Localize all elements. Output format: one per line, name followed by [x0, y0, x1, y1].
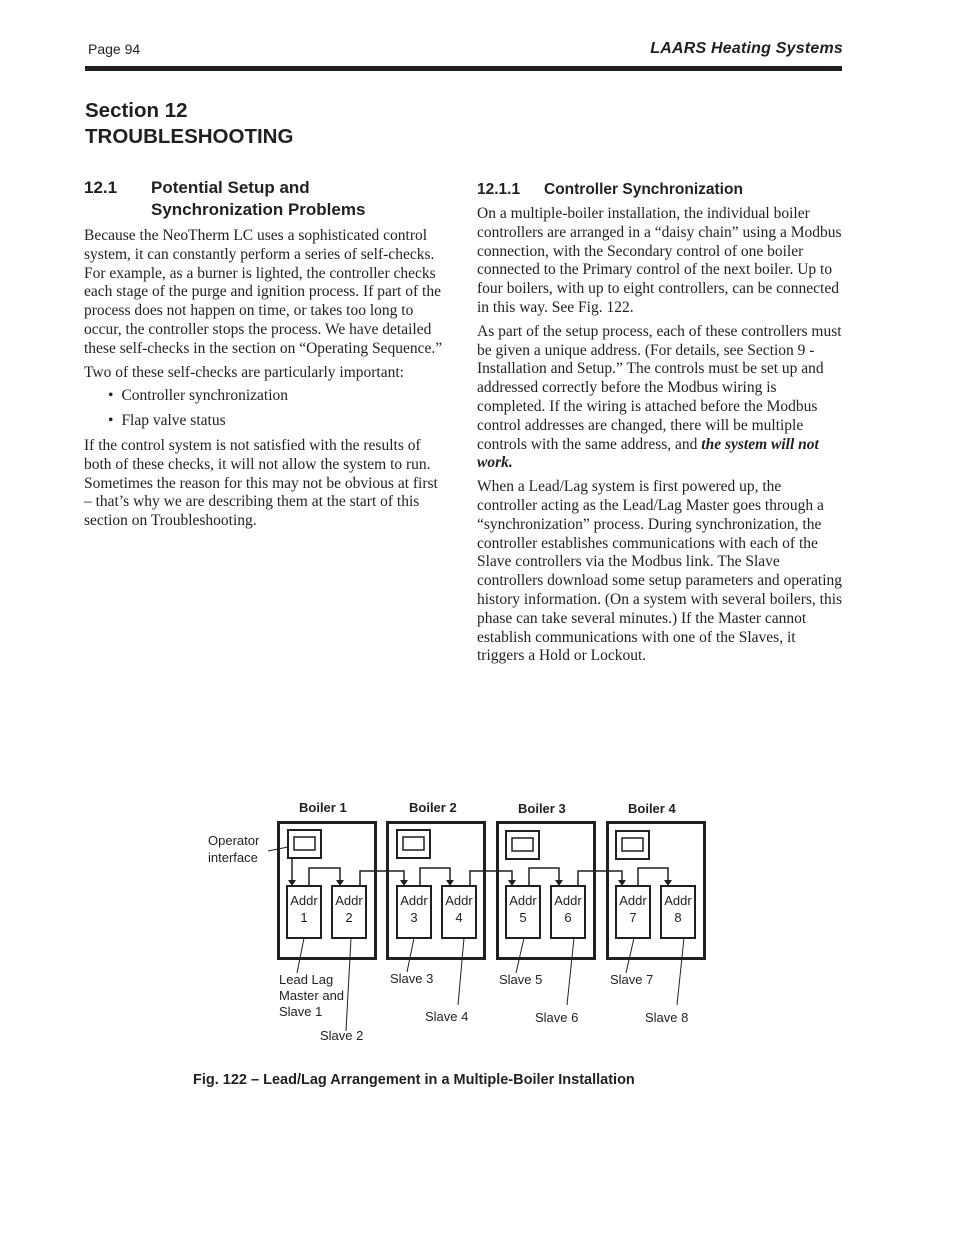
addr-label: Addr	[619, 893, 647, 908]
subsection-title-line1: Potential Setup and	[151, 178, 310, 197]
addr-number: 8	[674, 910, 682, 925]
addr-number: 2	[345, 910, 353, 925]
subsection-heading	[84, 177, 444, 221]
section-title	[85, 98, 293, 150]
addr-label: Addr	[664, 893, 692, 908]
slave-label: Slave 7	[610, 972, 654, 987]
boiler-label: Boiler 4	[628, 801, 676, 816]
addr-label: Addr	[445, 893, 473, 908]
addr-number: 1	[300, 910, 308, 925]
subsubsection-title: Controller Synchronization	[544, 181, 743, 198]
brand-name: LAARS Heating Systems	[650, 40, 843, 57]
callout-label: Lead Lag	[279, 972, 334, 987]
subsubsection-number: 12.1.1	[477, 181, 521, 198]
addr-label: Addr	[290, 893, 318, 908]
addr-number: 7	[629, 910, 637, 925]
slave-label: Slave 3	[390, 971, 434, 986]
modbus-wiring	[292, 858, 668, 886]
boiler-label: Boiler 3	[518, 801, 566, 816]
slave-label: Slave 4	[425, 1009, 469, 1024]
addr-label: Addr	[554, 893, 582, 908]
addr-number: 3	[410, 910, 418, 925]
right-column	[477, 179, 843, 671]
subsection-title-line2: Synchronization Problems	[151, 200, 366, 219]
slave-label: Slave 8	[645, 1010, 689, 1025]
emphasis-text: the system will not work.	[477, 435, 819, 472]
addr-number: 4	[455, 910, 463, 925]
subsection-number: 12.1	[84, 178, 118, 197]
display-icon	[506, 831, 539, 859]
callout-label: Operator	[208, 833, 260, 848]
boiler-label: Boiler 2	[409, 800, 457, 815]
list-item: • Controller synchronization	[124, 387, 444, 406]
list-item: • Flap valve status	[124, 412, 444, 431]
paragraph: Two of these self-checks are particularly important:	[84, 363, 404, 381]
header-rule	[85, 66, 842, 71]
bullet-list	[84, 387, 444, 431]
callout-label: Slave 1	[279, 1004, 323, 1019]
subsection-title	[151, 177, 365, 221]
addr-label: Addr	[335, 893, 363, 908]
subsubsection-heading	[477, 179, 843, 201]
slave-label: Slave 6	[535, 1010, 579, 1025]
slave-label: Slave 2	[320, 1028, 364, 1043]
display-icon	[616, 831, 649, 859]
section-name: TROUBLESHOOTING	[85, 125, 294, 148]
display-icon	[288, 830, 321, 858]
paragraph: If the control system is not satisfied with the results of both of these checks, it will not allow the system to run. Sometimes the reason for this may not be obvious at first – that’s why we are describing them at the start of this section on Troubleshooting.	[84, 436, 438, 530]
slave-label: Slave 5	[499, 972, 543, 987]
page-number: Page 94	[88, 41, 141, 57]
section-number: Section 12	[85, 99, 188, 122]
addr-label: Addr	[509, 893, 537, 908]
paragraph: When a Lead/Lag system is first powered up, the controller acting as the Lead/Lag Master goes through a “synchronization” process. During synchronization, the controller establishes communications with each of the Slave controllers via the Modbus link. The Slave controllers download some setup parameters and operating history information. (On a system with several boilers, this phase can take several minutes.) If the Master cannot establish communications with one of the Slaves, it triggers a Hold or Lockout.	[477, 478, 843, 665]
addr-number: 6	[564, 910, 572, 925]
callout-label: Master and	[279, 988, 345, 1003]
paragraph-text: As part of the setup process, each of these controllers must be given a unique address. (For details, see Section 9 - Installation and Setup.” The controls must be set up and addressed correctly before the Modbus wiring is completed. If the wiring is attached before the Modbus control addresses are changed, there will be multiple controls with the same address, and	[477, 322, 842, 453]
display-icon	[397, 830, 430, 858]
callout-label: interface	[208, 850, 258, 865]
paragraph: On a multiple-boiler installation, the individual boiler controllers are arranged in a “daisy chain” using a Modbus connection, with the Secondary control of one boiler connected to the Primary control of the next boiler. Up to four boilers, with up to eight controllers, can be connected in this way. See Fig. 122.	[477, 205, 842, 316]
paragraph: Because the NeoTherm LC uses a sophisticated control system, it can constantly perform a series of self-checks. For example, as a burner is lighted, the controller checks each stage of the purge and ignition process. If part of the process does not happen on time, or takes too long to occur, the controller stops the process. We have detailed these self-checks in the section on “Operating Sequence.”	[84, 227, 443, 357]
addr-number: 5	[519, 910, 527, 925]
paragraph	[477, 323, 843, 473]
lead-lag-diagram	[200, 795, 720, 1055]
left-column	[84, 177, 444, 536]
boiler-label: Boiler 1	[299, 800, 347, 815]
addr-label: Addr	[400, 893, 428, 908]
figure-caption: Fig. 122 – Lead/Lag Arrangement in a Multiple-Boiler Installation	[193, 1072, 635, 1088]
